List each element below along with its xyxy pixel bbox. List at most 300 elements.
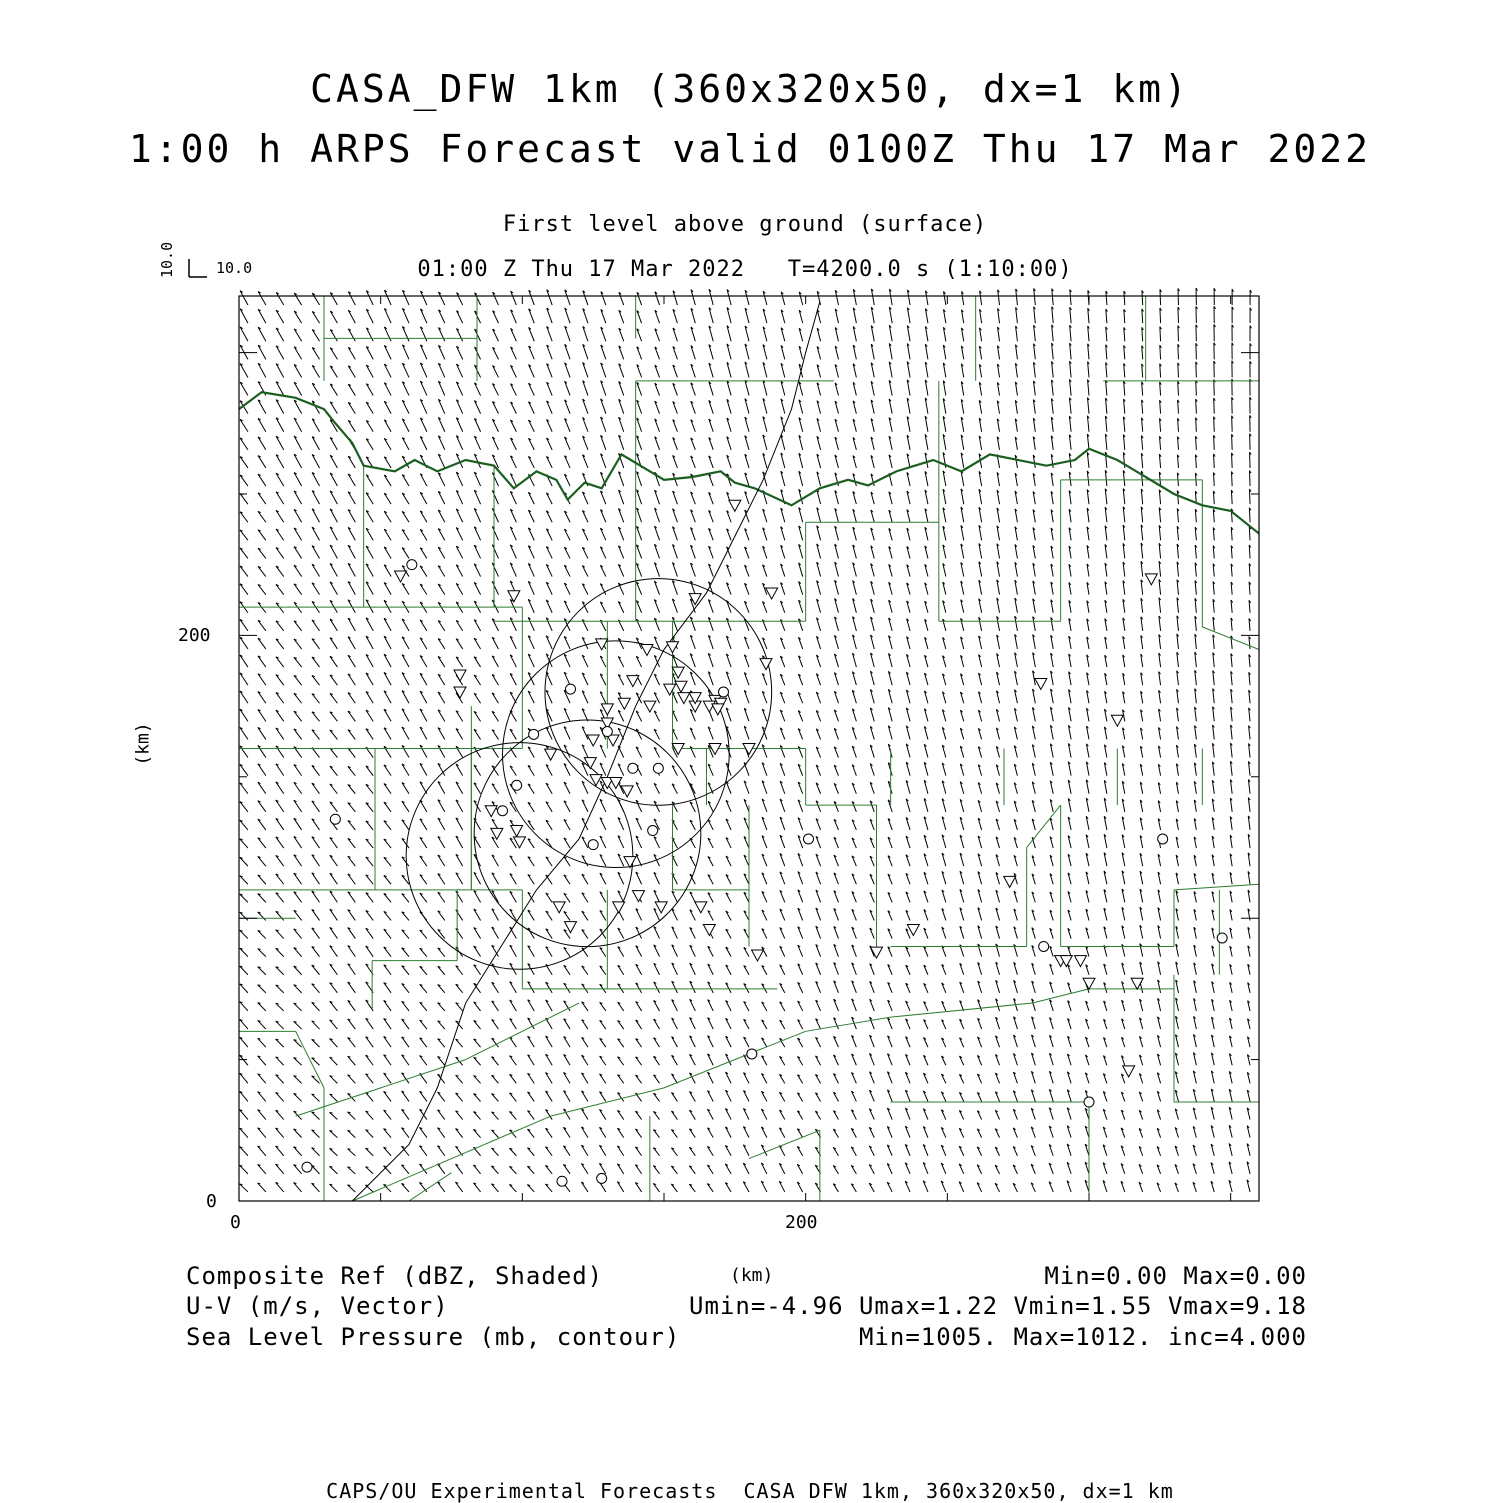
wind-vector [330, 784, 338, 794]
wind-vector [276, 455, 284, 468]
wind-vector [474, 1112, 481, 1120]
wind-vector [258, 985, 266, 993]
wind-vector [473, 1165, 480, 1174]
wind-vector [708, 635, 713, 649]
wind-vector [528, 747, 534, 758]
wind-vector [438, 621, 445, 631]
wind-vector [402, 745, 409, 757]
wind-vector [456, 400, 462, 414]
wind-vector [546, 929, 552, 939]
wind-vector-head [348, 1149, 351, 1150]
wind-vector [619, 472, 624, 486]
wind-vector [258, 530, 266, 541]
wind-vector [798, 853, 803, 866]
wind-vector [330, 473, 337, 486]
wind-vector [276, 364, 284, 378]
wind-vector [294, 347, 301, 360]
wind-vector [294, 311, 301, 323]
wind-vector [258, 967, 266, 975]
wind-vector [726, 636, 731, 649]
wind-vector [276, 566, 284, 576]
wind-vector [474, 765, 481, 776]
wind-vector [276, 1128, 284, 1138]
wind-vector [492, 527, 498, 541]
wind-vector [511, 347, 517, 359]
wind-vector [636, 563, 641, 576]
wind-vector [276, 328, 284, 341]
wind-vector [581, 1127, 587, 1138]
wind-vector [384, 1036, 391, 1047]
wind-vector [725, 1145, 731, 1155]
wind-vector [384, 364, 391, 377]
wind-vector [492, 1130, 499, 1138]
wind-vector [672, 891, 678, 902]
wind-vector [527, 1185, 534, 1192]
wind-vector [528, 599, 534, 612]
wind-vector [384, 457, 391, 468]
wind-vector [366, 475, 373, 486]
wind-vector [601, 309, 606, 323]
wind-vector [510, 563, 516, 577]
wind-vector [240, 1091, 248, 1101]
wind-vector [528, 617, 534, 630]
wind-vector [601, 435, 606, 450]
wind-vector [420, 875, 427, 885]
wind-vector [420, 1127, 427, 1137]
wind-vector [689, 1147, 695, 1155]
wind-vector [420, 763, 427, 775]
wind-vector [240, 1128, 248, 1137]
wind-vector [492, 855, 499, 866]
wind-vector [600, 799, 606, 812]
wind-vector [276, 985, 284, 993]
wind-vector [547, 438, 553, 450]
wind-vector [618, 509, 623, 523]
wind-vector [240, 475, 248, 486]
wind-vector [618, 1093, 624, 1102]
wind-vector [294, 818, 302, 830]
wind-vector [636, 711, 641, 721]
wind-vector [258, 493, 266, 504]
wind-vector [618, 546, 623, 559]
wind-vector [312, 564, 319, 576]
wind-vector [707, 1165, 713, 1174]
wind-vector [312, 1002, 320, 1011]
wind-vector [547, 364, 553, 378]
wind-vector [546, 982, 552, 993]
wind-vector [654, 1038, 660, 1047]
wind-vector [294, 565, 302, 576]
wind-vector [618, 656, 623, 667]
wind-vector [689, 1092, 695, 1102]
wind-vector [474, 401, 480, 414]
wind-vector [258, 856, 266, 866]
wind-vector [743, 1163, 749, 1174]
wind-vector [330, 1184, 338, 1192]
wind-vector [312, 620, 320, 631]
wind-vector [240, 764, 248, 775]
wind-vector [294, 1003, 302, 1011]
wind-vector [527, 1148, 534, 1156]
wind-vector [384, 1000, 391, 1010]
wind-vector [798, 908, 803, 920]
wind-vector [312, 1183, 320, 1192]
wind-vector [420, 966, 427, 974]
wind-vector [384, 493, 391, 504]
wind-vector [565, 363, 570, 378]
wind-vector [420, 819, 427, 830]
wind-vector [439, 292, 445, 305]
wind-vector [456, 782, 463, 794]
wind-vector [780, 835, 785, 848]
wind-vector [600, 910, 606, 920]
wind-vector [348, 674, 355, 685]
wind-vector [384, 420, 391, 432]
wind-vector [437, 1182, 444, 1192]
wind-vector [653, 1111, 659, 1119]
wind-vector [601, 292, 606, 305]
wind-vector [690, 802, 695, 812]
wind-vector [510, 1019, 517, 1030]
wind-vector [528, 910, 534, 920]
wind-vector [330, 1148, 338, 1155]
wind-vector [276, 800, 284, 812]
wind-vector [312, 583, 320, 595]
wind-vector [258, 894, 266, 903]
wind-vector [330, 855, 338, 866]
wind-vector [402, 857, 409, 866]
wind-vector [348, 292, 355, 305]
wind-vector [510, 927, 517, 938]
wind-vector [601, 363, 606, 378]
wind-vector [312, 657, 320, 667]
wind-vector [294, 711, 302, 721]
wind-vector [330, 1076, 338, 1084]
wind-vector [401, 1183, 409, 1191]
wind-vector [402, 308, 409, 323]
wind-vector [366, 528, 373, 540]
wind-vector [619, 381, 624, 395]
wind-vector [420, 363, 427, 378]
wind-vector [619, 328, 624, 341]
wind-vector [528, 1073, 535, 1083]
wind-vector [546, 765, 552, 776]
wind-vector [492, 491, 498, 505]
wind-vector [583, 362, 588, 377]
wind-vector [240, 857, 248, 866]
wind-vector [240, 912, 248, 920]
wind-vector [600, 1002, 606, 1011]
wind-vector [276, 603, 284, 613]
wind-vector [492, 945, 499, 956]
wind-vector [438, 836, 445, 848]
wind-vector [366, 911, 373, 921]
wind-vector [619, 417, 624, 432]
wind-vector [348, 637, 355, 649]
wind-vector [240, 619, 248, 630]
wind-vector [745, 380, 749, 395]
wind-vector [276, 746, 284, 758]
wind-vector [474, 582, 480, 594]
wind-vector [492, 784, 499, 794]
wind-vector [600, 565, 605, 576]
wind-vector [672, 581, 677, 595]
wind-vector [583, 399, 588, 414]
wind-vector [636, 1039, 642, 1048]
wind-vector [564, 764, 570, 776]
wind-vector [276, 675, 284, 685]
wind-vector [618, 836, 624, 848]
wind-vector [654, 927, 660, 939]
wind-vector [276, 1021, 284, 1029]
wind-vector [294, 382, 301, 395]
wind-vector [690, 856, 695, 866]
wind-vector [474, 729, 481, 739]
wind-vector [330, 545, 337, 558]
wind-vector [294, 892, 302, 903]
wind-vector [564, 965, 570, 974]
wind-vector [276, 837, 284, 848]
wind-vector [438, 692, 445, 703]
wind-vector [654, 890, 660, 902]
wind-vector [312, 928, 320, 939]
wind-vector [240, 673, 248, 685]
wind-vector [545, 1147, 552, 1156]
wind-vector [528, 710, 534, 722]
wind-vector [348, 347, 355, 359]
wind-vector [617, 1182, 623, 1192]
wind-vector [690, 765, 695, 776]
wind-vector [438, 547, 445, 558]
wind-vector [348, 329, 355, 341]
wind-vector [780, 817, 785, 830]
wind-vector [546, 582, 552, 595]
wind-vector [762, 854, 767, 866]
wind-vector [744, 1037, 749, 1047]
wind-vector [330, 293, 337, 305]
wind-vector [582, 911, 588, 920]
wind-vector [582, 673, 588, 685]
wind-vector [672, 1000, 678, 1011]
wind-vector [258, 418, 266, 431]
wind-vector [509, 1185, 516, 1192]
wind-vector [546, 511, 552, 522]
wind-vector [240, 566, 248, 577]
wind-vector [276, 585, 284, 595]
wind-vector [294, 765, 302, 776]
wind-vector [601, 454, 606, 468]
wind-vector [546, 783, 552, 794]
wind-vector [348, 366, 355, 378]
wind-vector [330, 1039, 338, 1048]
wind-vector [330, 1130, 338, 1137]
wind-vector [438, 1128, 445, 1138]
wind-vector [348, 964, 356, 975]
wind-vector [312, 984, 320, 993]
wind-vector [581, 1182, 588, 1192]
wind-vector [565, 308, 570, 323]
wind-vector [384, 765, 391, 776]
wind-vector [402, 1091, 409, 1101]
wind-vector [420, 327, 426, 341]
wind-vector [762, 763, 767, 776]
wind-vector [655, 310, 660, 323]
wind-vector [276, 948, 284, 956]
wind-vector [402, 966, 409, 975]
wind-vector [546, 456, 552, 468]
wind-vector [690, 1054, 696, 1065]
wind-vector [816, 963, 821, 975]
wind-vector [258, 1128, 266, 1138]
wind-vector [691, 545, 696, 558]
wind-vector [726, 819, 731, 830]
wind-vector [600, 674, 606, 685]
wind-vector [475, 311, 481, 323]
wind-vector [438, 310, 444, 323]
wind-vector [583, 308, 588, 323]
wind-vector [366, 691, 373, 703]
wind-vector [294, 855, 302, 866]
wind-vector [402, 948, 409, 957]
wind-vector [653, 1148, 659, 1156]
wind-vector [618, 891, 624, 903]
wind-vector [276, 764, 284, 776]
wind-vector [761, 1127, 767, 1138]
wind-vector [240, 291, 248, 305]
wind-vector [709, 326, 713, 341]
wind-vector [528, 765, 534, 775]
wind-vector [276, 492, 284, 504]
wind-vector [438, 566, 445, 577]
wind-vector [582, 856, 588, 867]
wind-vector [348, 946, 356, 957]
wind-vector [258, 327, 266, 341]
wind-vector [510, 945, 517, 956]
wind-vector [438, 381, 444, 395]
wind-vector [330, 311, 337, 323]
wind-vector [618, 872, 624, 884]
wind-vector [493, 329, 499, 341]
wind-vector [492, 730, 498, 740]
wind-vector [240, 655, 248, 667]
wind-vector [565, 381, 570, 395]
wind-vector [546, 672, 552, 685]
wind-vector [780, 909, 785, 920]
wind-vector [510, 673, 516, 685]
wind-vector [708, 946, 713, 956]
wind-vector [240, 584, 248, 595]
wind-vector [474, 418, 480, 431]
wind-vector [276, 436, 284, 450]
wind-vector [402, 820, 409, 830]
wind-vector [420, 984, 427, 993]
wind-vector [420, 930, 427, 939]
wind-vector [637, 329, 642, 342]
wind-vector [727, 290, 731, 306]
wind-vector [384, 654, 391, 667]
wind-vector [761, 1145, 767, 1156]
wind-vector [258, 912, 266, 920]
wind-vector [636, 927, 642, 938]
wind-vector [600, 1074, 606, 1083]
wind-vector [240, 1184, 248, 1192]
wind-vector [474, 783, 481, 794]
wind-vector [402, 345, 409, 360]
wind-vector [636, 983, 642, 993]
wind-vector [402, 691, 409, 704]
wind-vector [636, 526, 641, 540]
wind-vector [402, 764, 409, 776]
wind-vector [420, 1020, 427, 1029]
wind-vector [366, 493, 373, 504]
wind-vector [690, 963, 696, 975]
wind-vector [779, 1146, 784, 1156]
wind-vector [438, 1039, 445, 1047]
wind-vector [725, 1108, 731, 1119]
wind-vector [565, 344, 570, 359]
wind-vector [581, 1145, 588, 1156]
wind-vector [366, 1037, 374, 1047]
wind-vector [420, 1091, 427, 1101]
wind-vector [240, 1055, 248, 1065]
wind-vector [708, 672, 713, 686]
wind-vector [672, 945, 678, 957]
wind-vector [294, 364, 301, 377]
wind-vector [258, 1038, 266, 1047]
wind-vector [438, 399, 444, 413]
wind-vector [366, 839, 373, 848]
wind-vector [744, 1073, 749, 1084]
wind-vector [456, 1003, 463, 1011]
wind-vector [726, 1001, 731, 1011]
wind-vector [492, 419, 498, 431]
wind-vector [636, 946, 642, 957]
wind-vector [456, 854, 463, 866]
wind-vector [420, 529, 427, 540]
wind-vector [636, 1075, 642, 1083]
wind-vector [348, 1075, 356, 1084]
wind-vector [528, 456, 534, 468]
wind-vector [402, 475, 409, 486]
wind-vector [276, 473, 284, 486]
wind-vector [547, 401, 553, 414]
wind-vector [690, 1018, 696, 1030]
wind-vector [511, 365, 517, 377]
wind-vector [654, 1000, 660, 1010]
wind-vector [402, 1037, 409, 1047]
wind-vector [528, 1092, 535, 1101]
wind-vector [709, 308, 713, 324]
wind-vector [258, 1074, 266, 1084]
wind-vector [546, 875, 552, 884]
wind-vector [419, 1183, 426, 1192]
wind-vector [672, 981, 678, 993]
wind-vector [438, 745, 445, 757]
wind-vector [240, 727, 248, 739]
wind-vector [492, 1094, 499, 1102]
wind-vector [420, 584, 427, 595]
wind-vector [619, 310, 624, 323]
wind-vector [294, 454, 302, 468]
wind-vector [312, 1112, 320, 1120]
wind-vector [690, 672, 695, 685]
wind-vector [582, 837, 588, 848]
wind-vector [402, 619, 409, 631]
wind-vector [528, 821, 534, 830]
wind-vector [583, 344, 588, 359]
wind-vector [348, 600, 355, 613]
wind-vector [384, 875, 391, 884]
